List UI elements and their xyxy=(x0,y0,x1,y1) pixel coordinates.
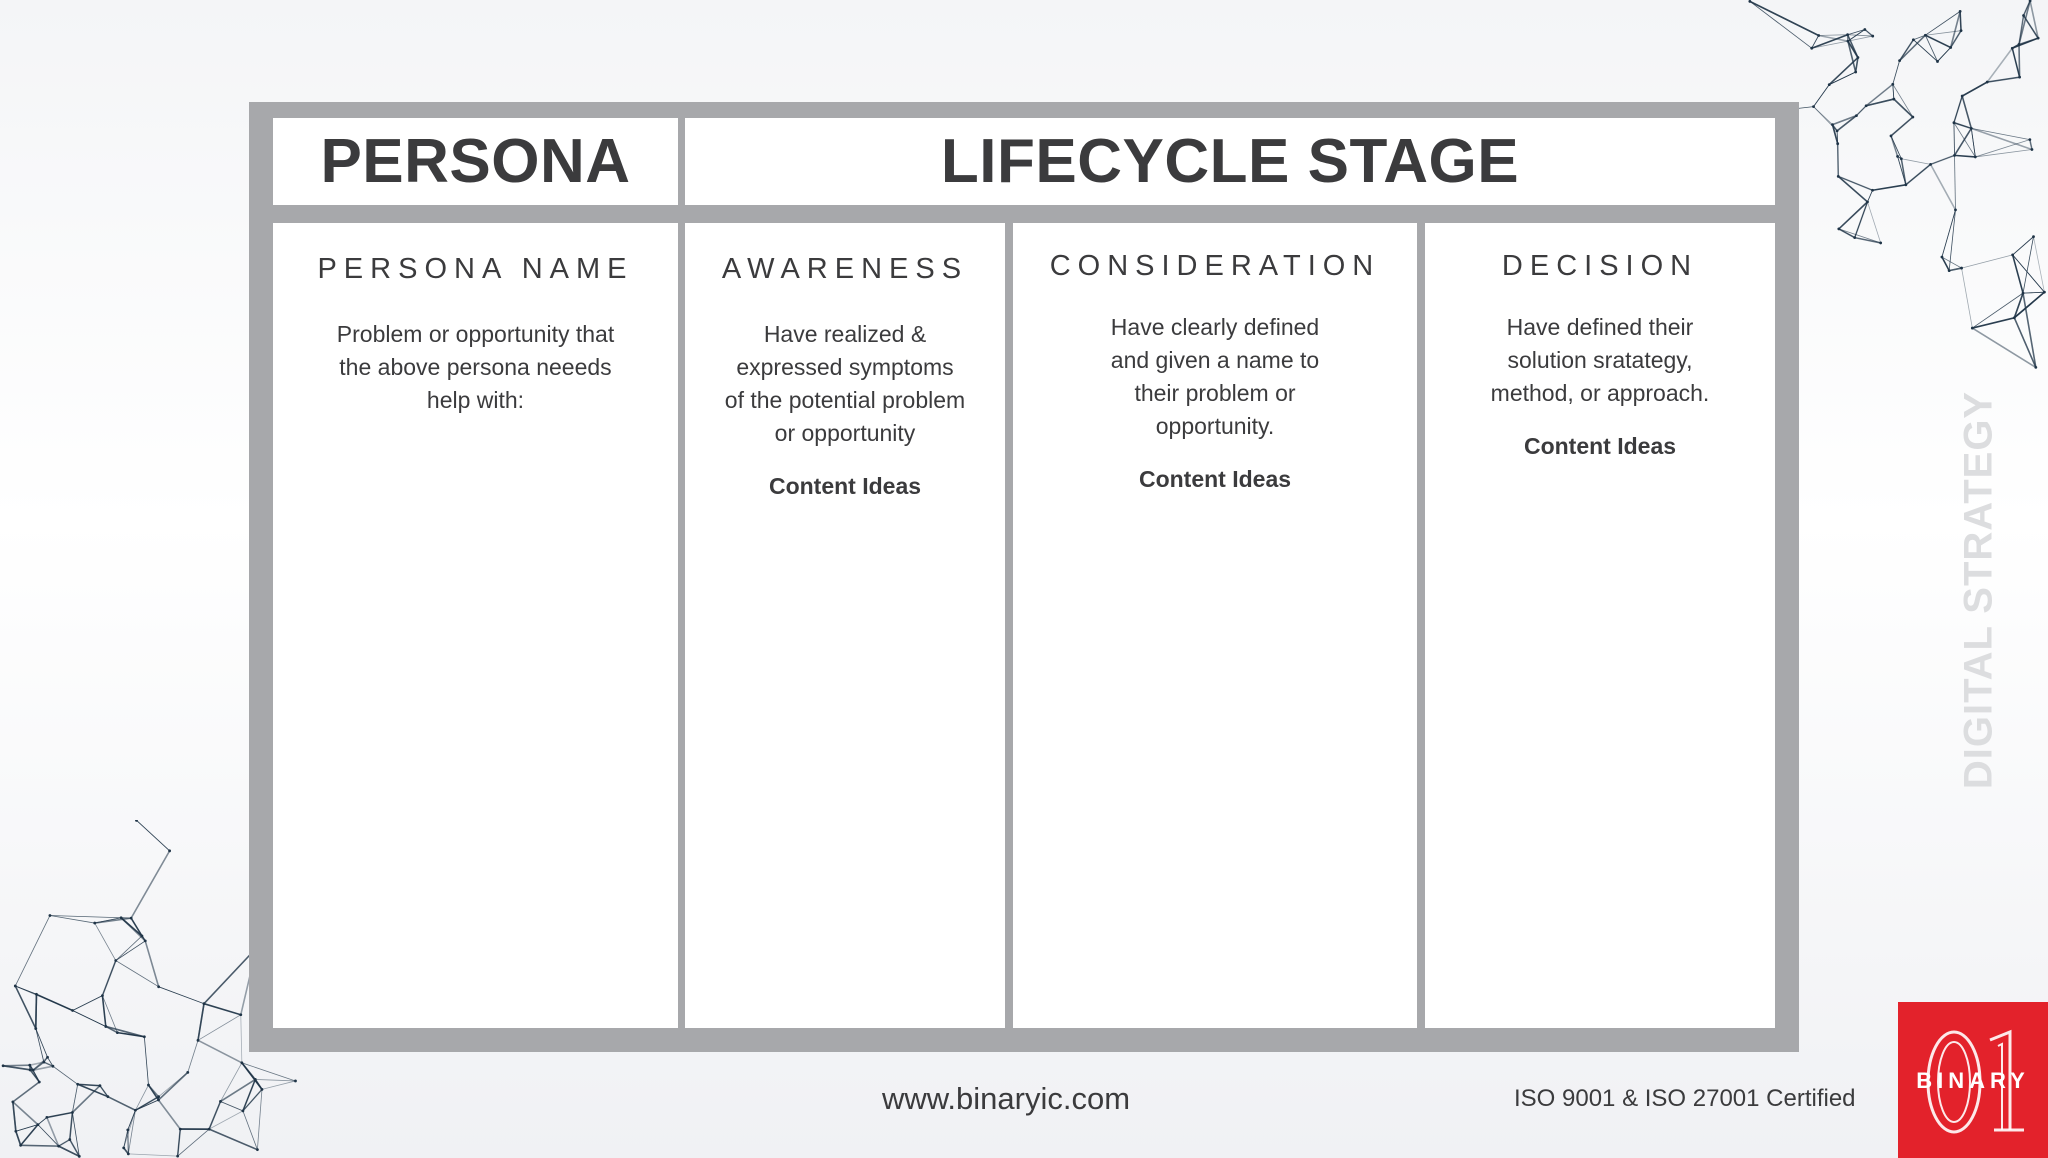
column-consideration xyxy=(1013,223,1417,1028)
logo-wordmark: BINARY xyxy=(1916,1068,2030,1093)
lifecycle-stage-header: LIFECYCLE STAGE xyxy=(685,118,1775,205)
column-title: PERSONA NAME xyxy=(317,253,634,285)
column-description: Have realized & expressed symptoms of the potential problem or opportunity xyxy=(724,321,966,446)
persona-lifecycle-table xyxy=(249,102,1799,1052)
column-description: Problem or opportunity that the above persona neeeds help with: xyxy=(336,321,615,413)
digital-strategy-side-label: DIGITAL STRATEGY xyxy=(1956,390,2001,790)
column-persona-name xyxy=(273,223,678,1028)
content-ideas-label: Content Ideas xyxy=(1138,466,1292,492)
footer-website-url: www.binaryic.com xyxy=(881,1081,1131,1116)
column-awareness xyxy=(685,223,1005,1028)
column-decision xyxy=(1425,223,1775,1028)
content-ideas-label: Content Ideas xyxy=(768,473,922,499)
column-description: Have defined their solution sratategy, method, or approach. xyxy=(1490,314,1710,406)
persona-header: PERSONA xyxy=(273,118,678,205)
column-title: AWARENESS xyxy=(721,253,969,285)
footer-certification: ISO 9001 & ISO 27001 Certified xyxy=(1514,1085,1856,1112)
column-description: Have clearly defined and given a name to their problem or opportunity. xyxy=(1110,314,1320,439)
column-title: CONSIDERATION xyxy=(1049,250,1381,282)
content-ideas-label: Content Ideas xyxy=(1523,433,1677,459)
column-title: DECISION xyxy=(1501,250,1699,282)
binary-logo xyxy=(1898,1002,2048,1158)
